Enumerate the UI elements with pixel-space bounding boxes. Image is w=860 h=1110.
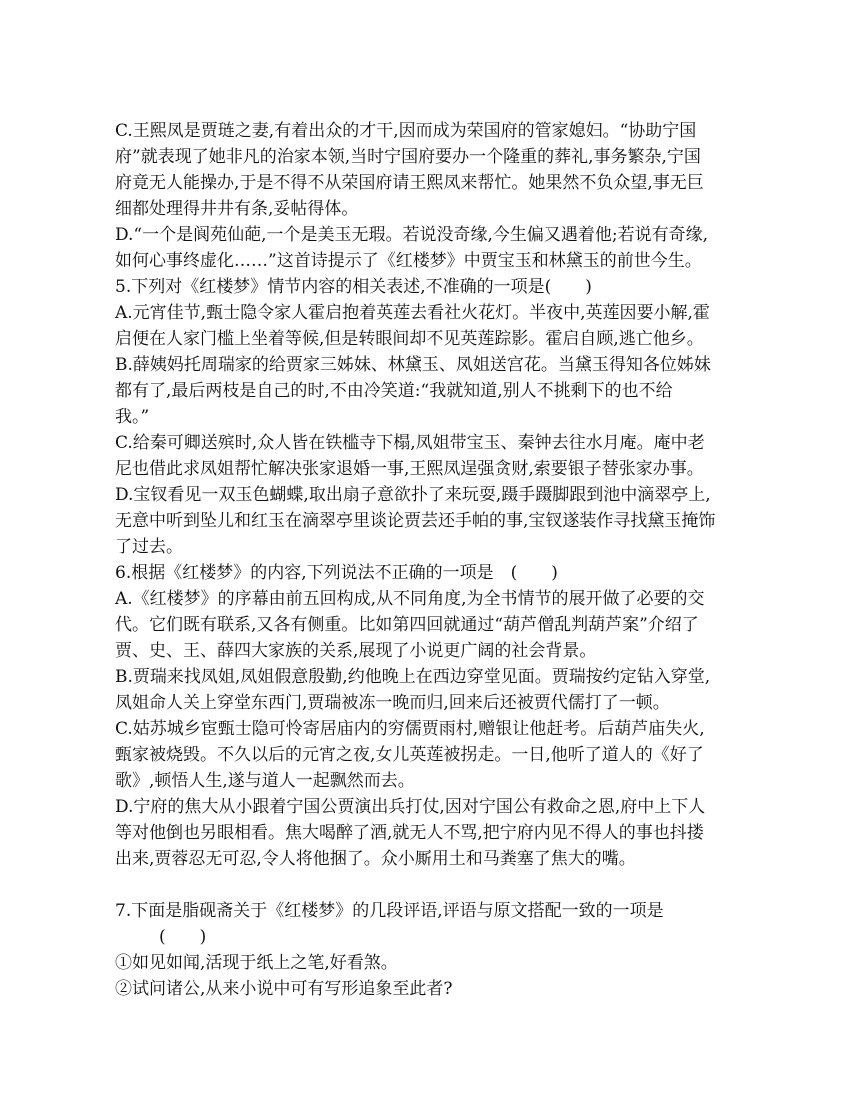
blank-line [115,872,755,898]
text-line: 甄家被烧毁。不久以后的元宵之夜,女儿英莲被拐走。一日,他听了道人的《好了 [115,745,704,765]
text-line: C.王熙凤是贾琏之妻,有着出众的才干,因而成为荣国府的管家媳妇。“协助宁国 [115,121,697,141]
text-line: B.贾瑞来找凤姐,凤姐假意殷勤,约他晚上在西边穿堂见面。贾瑞按约定钻入穿堂, [115,667,711,687]
text-line: D.“一个是阆苑仙葩,一个是美玉无瑕。若说没奇缘,今生偏又遇着他;若说有奇缘, [115,225,709,245]
text-line: C.姑苏城乡宦甄士隐可怜寄居庙内的穷儒贾雨村,赠银让他赶考。后葫芦庙失火, [115,719,705,739]
text-line: 无意中听到坠儿和红玉在滴翠亭里谈论贾芸还手帕的事,宝钗遂装作寻找黛玉掩饰 [115,511,716,531]
text-line: 细都处理得井井有条,妥帖得体。 [115,199,359,219]
text-line: 我。” [115,407,150,427]
text-line: 尼也借此求凤姐帮忙解决张家退婚一事,王熙凤逞强贪财,索要银子替张家办事。 [115,459,704,479]
text-line: ①如见如闻,活现于纸上之笔,好看煞。 [115,953,398,973]
text-line: 都有了,最后两枝是自己的时,不由冷笑道:“我就知道,别人不挑剩下的也不给 [115,381,673,401]
text-line: A.元宵佳节,甄士隐令家人霍启抱着英莲去看社火花灯。半夜中,英莲因要小解,霍 [115,303,710,323]
text-line: 府竟无人能操办,于是不得不从荣国府请王熙凤来帮忙。她果然不负众望,事无巨 [115,173,704,193]
text-line: 如何心事终虚化……”这首诗提示了《红楼梦》中贾宝玉和林黛玉的前世今生。 [115,251,702,271]
text-line: 代。它们既有联系,又各有侧重。比如第四回就通过“葫芦僧乱判葫芦案”介绍了 [115,615,699,635]
text-line: C.给秦可卿送殡时,众人皆在铁槛寺下榻,凤姐带宝玉、秦钟去往水月庵。庵中老 [115,433,705,453]
text-line: 贾、史、王、薛四大家族的关系,展现了小说更广阔的社会背景。 [115,641,597,661]
text-line: A.《红楼梦》的序幕由前五回构成,从不同角度,为全书情节的展开做了必要的交 [115,589,705,609]
text-line: 启便在人家门槛上坐着等候,但是转眼间却不见英莲踪影。霍启自顾,逃亡他乡。 [115,329,704,349]
answer-blank: ( ) [159,927,207,947]
text-line: B.薛姨妈托周瑞家的给贾家三姊妹、林黛玉、凤姐送宫花。当黛玉得知各位姊妹 [115,355,711,375]
text-line: 凤姐命人关上穿堂东西门,贾瑞被冻一晚而归,回来后还被贾代儒打了一顿。 [115,693,670,713]
question-5-stem: 5.下列对《红楼梦》情节内容的相关表述,不准确的一项是( ) [115,277,592,297]
text-line: 等对他倒也另眼相看。焦大喝醉了酒,就无人不骂,把宁府内见不得人的事也抖搂 [115,823,704,843]
text-line: 了过去。 [115,537,183,557]
text-line: D.宁府的焦大从小跟着宁国公贾演出兵打仗,因对宁国公有救命之恩,府中上下人 [115,797,706,817]
document-page [115,118,755,1002]
text-line: 府”就表现了她非凡的治家本领,当时宁国府要办一个隆重的葬礼,事务繁杂,宁国 [115,147,701,167]
text-line: 歌》,顿悟人生,遂与道人一起飘然而去。 [115,771,415,791]
text-line: ②试问诸公,从来小说中可有写形追象至此者? [115,979,453,999]
question-7-stem: 7.下面是脂砚斋关于《红楼梦》的几段评语,评语与原文搭配一致的一项是 [115,901,664,921]
text-line: 出来,贾蓉忍无可忍,令人将他捆了。众小厮用土和马粪塞了焦大的嘴。 [115,849,636,869]
text-line: D.宝钗看见一双玉色蝴蝶,取出扇子意欲扑了来玩耍,蹑手蹑脚跟到池中滴翠亭上, [115,485,711,505]
question-6-stem: 6.根据《红楼梦》的内容,下列说法不正确的一项是 ( ) [115,563,558,583]
